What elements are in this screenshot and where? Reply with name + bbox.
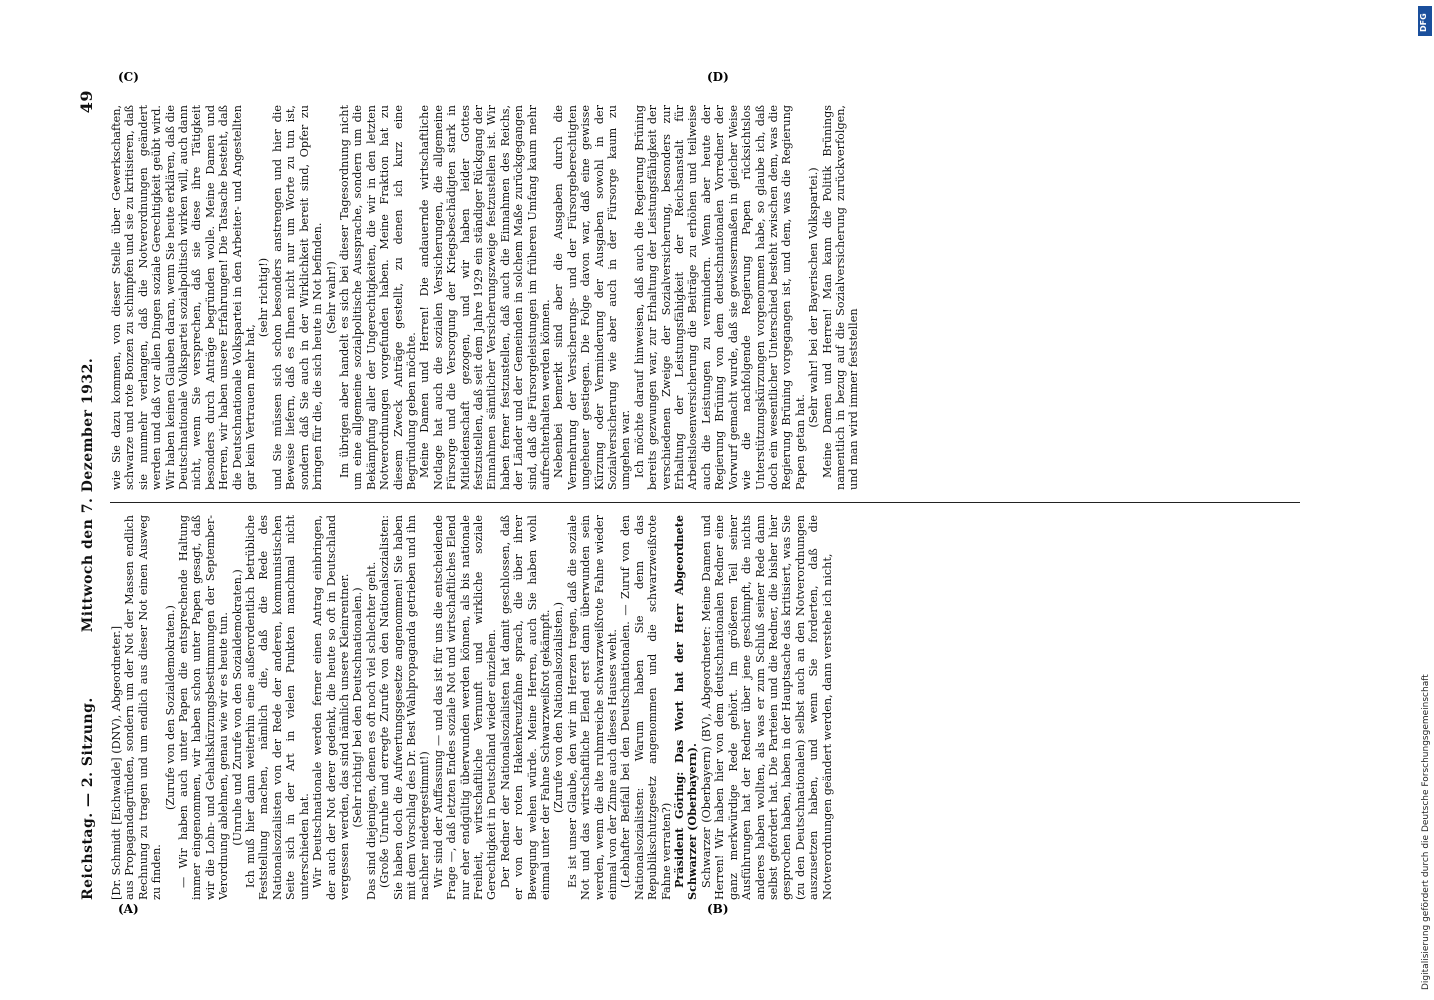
paragraph: Meine Damen und Herren! Die andauernde wirtschaftliche Notlage hat auch die sozialen Versicherungen, die allgemeine Fürsorge und die Versorgung der Kriegsbeschädigten stark in Mitleidenschaft gezogen, und wir haben leider Gottes festzustellen, daß seit dem Jahre 1929 ein ständiger Rückgang der Einnahmen sämtlicher Versicherungszweige festzustellen ist. Wir haben ferner festzustellen, daß auch die Einnahmen des Reichs, der Länder und der Gemeinden in solchem Maße zurückgegangen sind, daß die Fürsorgeleistungen im früheren Umfang kaum mehr aufrechterhalten werden können. <box>418 105 552 490</box>
dfg-logo <box>1418 6 1432 36</box>
left-column <box>110 515 1305 900</box>
funding-credit: Digitalisierung gefördert durch die Deutsche Forschungsgemeinschaft <box>1421 674 1431 990</box>
paragraph: Nebenbei bemerkt sind aber die Ausgaben durch die Vermehrung der Versicherungs- und der Fürsorgeberechtigten ungeheuer gestiegen. Die Folge davon war, daß eine gewisse Kürzung oder Verminderung der Ausgaben sowohl in der Sozialversicherung wie aber auch in der Fürsorge kaum zu umgehen war. <box>552 105 633 490</box>
paragraph: Im übrigen aber handelt es sich bei dieser Tagesordnung nicht um eine allgemeine sozialpolitische Aussprache, sondern um die Bekämpfung aller der Ungerechtigkeiten, die wir in den letzten Notverordnungen vorgefunden haben. Meine Fraktion hat zu diesem Zweck Anträge gestellt, zu denen ich kurz eine Begründung geben möchte. <box>337 105 418 490</box>
interjection: (Sehr richtig! bei den Deutschnationalen.) <box>351 587 365 828</box>
paragraph: Das sind diejenigen, denen es oft noch viel schlechter geht. <box>364 561 378 900</box>
paragraph: — Wir haben auch unter Papen die entsprechende Haltung immer eingenommen, wir haben schon unter Papen gesagt, daß wir die Lohn- und Gehaltskürzungsbestimmungen der September-Verordnung ablehnen, genau wie wir es heute tun. <box>177 515 231 900</box>
interjection: (Zurufe von den Nationalsozialisten.) <box>552 601 566 814</box>
interjection: (Sehr wahr! bei der Bayerischen Volkspartei.) <box>807 167 821 428</box>
column-divider <box>110 502 1300 503</box>
header-date: Mittwoch den 7. Dezember 1932. <box>80 357 96 633</box>
paragraph: und Sie müssen sich schon besonders anstrengen und hier die Beweise liefern, daß es Ihnen nicht nur um Worte zu tun ist, sondern daß Sie auch in der Wirklichkeit bereit sind, Opfer zu bringen für die, die sich heute in Not befinden. <box>270 105 325 490</box>
margin-mark-d: (D) <box>707 70 729 84</box>
margin-mark-b: (B) <box>707 902 729 916</box>
rotated-page <box>77 90 1320 900</box>
header-left: Reichstag. — 2. Sitzung. <box>80 697 96 900</box>
speech-paragraph: Schwarzer (Oberbayern) (BV), Abgeordneter: Meine Damen und Herren! Wir haben hier von dem deutschnationalen Redner eine ganz merkwürdige Rede gehört. Im größeren Teil seiner Ausführungen hat der Redner über jene geschimpft, die nichts anderes haben wollten, als was er zum Schluß seiner Rede dann selbst gefordert hat. Die Parteien und die Redner, die bisher hier gesprochen haben, haben in der Hauptsache das kritisiert, was Sie (zu den Deutschnationalen) selbst auch an den Notverordnungen auszusetzen haben, und wenn Sie forderten, daß die Notverordnungen geändert werden, dann verstehe ich nicht, <box>699 515 834 900</box>
interjection: (Unruhe und Zurufe von den Sozialdemokraten.) <box>230 569 244 846</box>
interjection: (Zurufe von den Sozialdemokraten.) <box>163 605 177 810</box>
interjection: (Sehr wahr!) <box>324 261 338 334</box>
paragraph: Wir Deutschnationale werden ferner einen Antrag einbringen, der auch der Not derer gedenkt, die heute so oft in Deutschland vergessen werden, das sind nämlich unsere Kleinrentner. <box>311 515 351 900</box>
dfg-logo-text: DFG <box>1419 13 1428 32</box>
right-column <box>110 105 1305 490</box>
paragraph: Meine Damen und Herren! Man kann die Politik Brünings namentlich in bezug auf die Sozialversicherung zurückverfolgen, und man wird immer feststellen <box>820 105 861 490</box>
running-header <box>77 90 104 900</box>
interjection: (Große Unruhe und erregte Zurufe von den Nationalsozialisten: Sie haben doch die Aufwertungsgesetze angenommen! Sie haben mit dem Vorschlag des Dr. Best Wahlpropaganda getrieben und ihn nachher niedergestimmt!) <box>378 515 432 900</box>
paragraph: wie Sie dazu kommen, von dieser Stelle über Gewerkschaften, schwarze und rote Bonzen zu schimpfen und sie zu kritisieren, daß sie nunmehr verlangen, daß die Notverordnungen geändert werden und daß vor allen Dingen soziale Gerechtigkeit geübt wird. Wir haben keinen Glauben daran, wenn Sie heute erklären, daß die Deutschnationale Volkspartei sozialpolitisch wirken will, auch dann nicht, wenn Sie versprechen, daß sie diese ihre Tätigkeit besonders durch Anträge begründen wolle. Meine Damen und Herren, wir haben unsere Erfahrungen! Die Tatsache besteht, daß die Deutschnationale Volkspartei in den Arbeiter- und Angestellten gar kein Vertrauen mehr hat, <box>110 105 258 490</box>
paragraph: aus Propagandagründen, sondern um der Not der Massen endlich Rechnung zu tragen und um endlich aus dieser Not einen Ausweg zu finden. <box>123 515 164 900</box>
paragraph: Ich muß hier dann weiterhin eine außerordentlich betrübliche Feststellung machen, nämlich die, daß die Rede des Nationalsozialisten von der Rede der anderen, kommunistischen Seite sich in der Art in vielen Punkten manchmal nicht unterschieden hat. <box>244 515 311 900</box>
margin-mark-a: (A) <box>118 902 139 916</box>
margin-mark-c: (C) <box>118 70 139 84</box>
paragraph: Ich möchte darauf hinweisen, daß auch die Regierung Brüning bereits gezwungen war, zur Erhaltung der Leistungsfähigkeit der verschiedenen Zweige der Sozialversicherung, besonders zur Erhaltung der Leistungsfähigkeit der Reichsanstalt für Arbeitslosenversicherung die Beiträge zu erhöhen und teilweise auch die Leistungen zu vermindern. Wenn aber heute der Regierung Brüning von dem deutschnationalen Vorredner der Vorwurf gemacht wurde, daß sie gewissermaßen in gleicher Weise wie die nachfolgende Regierung Papen rücksichtslos Unterstützungskürzungen vorgenommen habe, so glaube ich, daß doch ein wesentlicher Unterschied besteht zwischen dem, was die Regierung Brüning vorgegangen ist, und dem, was die Regierung Papen getan hat. <box>632 105 807 490</box>
page-number: 49 <box>77 90 96 114</box>
speaker-announcement: Präsident Göring: Das Wort hat der Herr Abgeordnete Schwarzer (Oberbayern). <box>672 515 700 900</box>
interjection: (Lebhafter Beifall bei den Deutschnationalen. — Zuruf von den Nationalsozialisten: Warum haben Sie denn das Republikschutzgesetz angenommen und die schwarzweißrote Fahne verraten?) <box>619 515 673 900</box>
paragraph: [Dr. Schmidt [Eichwalde] (DNV), Abgeordneter.] <box>110 625 123 900</box>
paragraph: Wir sind der Auffassung — und das ist für uns die entscheidende Frage —, daß letzten Endes soziale Not und wirtschaftliches Elend nur eher endgültig überwunden werden können, als bis nationale Freiheit, wirtschaftliche Vernunft und wirkliche soziale Gerechtigkeit in Deutschland wieder einziehen. <box>431 515 499 900</box>
paragraph: Es ist unser Glaube, den wir im Herzen tragen, daß die soziale Not und das wirtschaftliche Elend erst dann überwunden sein werden, wenn die alte ruhmreiche schwarzweißrote Fahne wieder einmal von der Zinne auch dieses Hauses weht. <box>565 515 620 900</box>
paragraph: Der Redner der Nationalsozialisten hat damit geschlossen, daß er von der roten Hakenkreuzfahne sprach, die über ihrer Bewegung wehen würde. Meine Herren, auch Sie haben wohl einmal unter der Fahne Schwarzweißrot gekämpft. <box>498 515 552 900</box>
interjection: (sehr richtig!) <box>257 257 271 338</box>
